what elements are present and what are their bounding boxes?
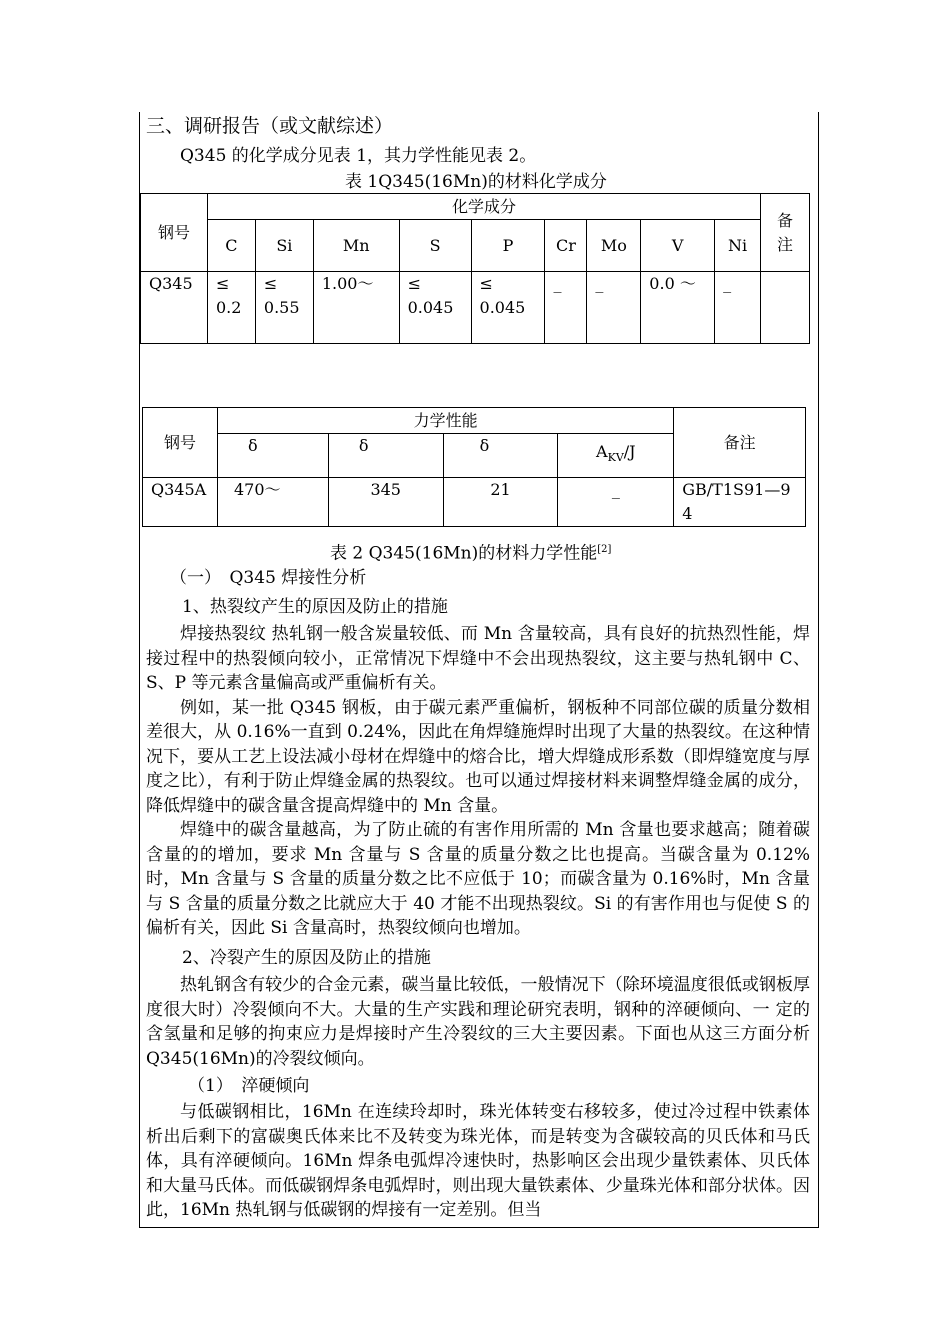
t1-cell: 1.00～ <box>313 272 399 344</box>
t2-akv-main: A <box>596 442 608 462</box>
t1-header-steel: 钢号 <box>141 194 208 272</box>
t1-element-header: Cr <box>545 220 587 272</box>
t1-element-header: Mn <box>313 220 399 272</box>
t1-cell: 0.0 ～ <box>641 272 715 344</box>
t1-cell: _ <box>545 272 587 344</box>
t2-akv-sub: KV <box>607 451 624 465</box>
t1-element-header: Mo <box>587 220 641 272</box>
heading-hot-crack: 1、热裂纹产生的原因及防止的措施 <box>182 597 448 617</box>
t2-cell: 21 <box>443 478 558 527</box>
t1-cell: ≤ 0.045 <box>399 272 471 344</box>
paragraph: 焊接热裂纹 热轧钢一般含炭量较低、而 Mn 含量较高，具有良好的抗热烈性能，焊接过程中的热裂倾向较小，正常情况下焊缝中不会出现热裂纹，这主要与热轧钢中 C、S、P 等元素含量偏高或严重偏析有关。 <box>146 624 810 693</box>
t1-cell: _ <box>715 272 761 344</box>
t2-header-steel: 钢号 <box>143 408 218 478</box>
t1-cell: _ <box>587 272 641 344</box>
heading-weldability: （一） Q345 焊接性分析 <box>170 568 367 588</box>
heading-cold-crack: 2、冷裂产生的原因及防止的措施 <box>182 948 431 968</box>
t2-header-group: 力学性能 <box>217 408 673 434</box>
t2-akv-header <box>558 434 674 478</box>
t2-cell: _ <box>558 478 674 527</box>
heading-hardening: （1） 淬硬倾向 <box>188 1076 310 1096</box>
t1-header-group: 化学成分 <box>207 194 760 220</box>
t1-element-header: Si <box>255 220 313 272</box>
paragraph: 例如，某一批 Q345 钢板，由于碳元素严重偏析，钢板种不同部位碳的质量分数相差很大，从 0.16%一直到 0.24%，因此在角焊缝施焊时出现了大量的热裂纹。在这种情况下，要从工艺上设法减小母材在焊缝中的熔合比，增大焊缝成形系数（即焊缝宽度与厚度之比），有利于防止焊缝金属的热裂纹。也可以通过焊接材料来调整焊缝金属的成分，降低焊缝中的碳含量含提高焊缝中的 Mn 含量。 <box>146 697 810 816</box>
paragraph: 热轧钢含有较少的合金元素，碳当量比较低，一般情况下（除环境温度很低或钢板厚度很大时）冷裂倾向不大。大量的生产实践和理论研究表明，钢种的淬硬倾向、一 定的含氢量和足够的拘束应力是焊接时产生冷裂纹的三大主要因素。下面也从这三方面分析 Q345(16Mn)的冷裂纹倾向。 <box>146 975 810 1069</box>
t1-header-remark: 备注 <box>760 194 809 272</box>
t2-prop-header: δ <box>443 434 558 478</box>
t1-element-header: V <box>641 220 715 272</box>
t1-element-header: Ni <box>715 220 761 272</box>
table2-caption <box>330 540 611 564</box>
paragraph: 焊缝中的碳含量越高，为了防止硫的有害作用所需的 Mn 含量也要求越高；随着碳含量的的增加，要求 Mn 含量与 S 含量的质量分数之比也提高。当碳含量为 0.12%时，Mn 含量与 S 含量的质量分数之比不应低于 10；而碳含量为 0.16%时，Mn 含量与 S 含量的质量分数之比就应大于 40 才能不出现热裂纹。Si 的有害作用也与促使 S 的偏析有关，因此 Si 含量高时，热裂纹倾向也增加。 <box>146 820 810 938</box>
body-block-2 <box>146 973 810 1071</box>
table2-caption-ref: [2] <box>597 544 612 555</box>
section-title: 三、调研报告（或文献综述） <box>146 115 394 137</box>
intro-text: Q345 的化学成分见表 1，其力学性能见表 2。 <box>180 146 537 166</box>
t2-prop-header: δ <box>217 434 328 478</box>
t2-cell-remark: GB/T1S91—94 <box>674 478 806 527</box>
table2-caption-text: 表 2 Q345(16Mn)的材料力学性能 <box>330 543 598 564</box>
t2-prop-header: δ <box>328 434 443 478</box>
table1-caption: 表 1Q345(16Mn)的材料化学成分 <box>345 172 607 192</box>
t2-cell: 345 <box>328 478 443 527</box>
mechanical-properties-table <box>142 407 806 527</box>
body-block-1 <box>146 622 810 941</box>
t2-cell: 470～ <box>217 478 328 527</box>
t2-cell-steel: Q345A <box>143 478 218 527</box>
t1-element-header: P <box>471 220 545 272</box>
body-block-3 <box>146 1100 810 1223</box>
t1-element-header: S <box>399 220 471 272</box>
t2-akv-unit: /J <box>623 442 636 462</box>
t1-cell: ≤ 0.2 <box>207 272 255 344</box>
paragraph: 与低碳钢相比，16Mn 在连续玲却时，珠光体转变右移较多，使过冷过程中铁素体析出后剩下的富碳奥氏体来比不及转变为珠光体，而是转变为含碳较高的贝氏体和马氏体，具有淬硬倾向。16Mn 焊条电弧焊冷速快时，热影响区会出现少量铁素体、贝氏体和大量马氏体。而低碳钢焊条电弧焊时，则出现大量铁素体、少量珠光体和部分状体。因此，16Mn 热轧钢与低碳钢的焊接有一定差别。但当 <box>146 1102 810 1220</box>
t1-cell: ≤ 0.55 <box>255 272 313 344</box>
t1-cell-steel: Q345 <box>141 272 208 344</box>
t1-element-header: C <box>207 220 255 272</box>
t2-header-remark: 备注 <box>674 408 806 478</box>
chemical-composition-table <box>140 193 810 344</box>
t1-cell: ≤ 0.045 <box>471 272 545 344</box>
t1-cell-remark <box>760 272 809 344</box>
